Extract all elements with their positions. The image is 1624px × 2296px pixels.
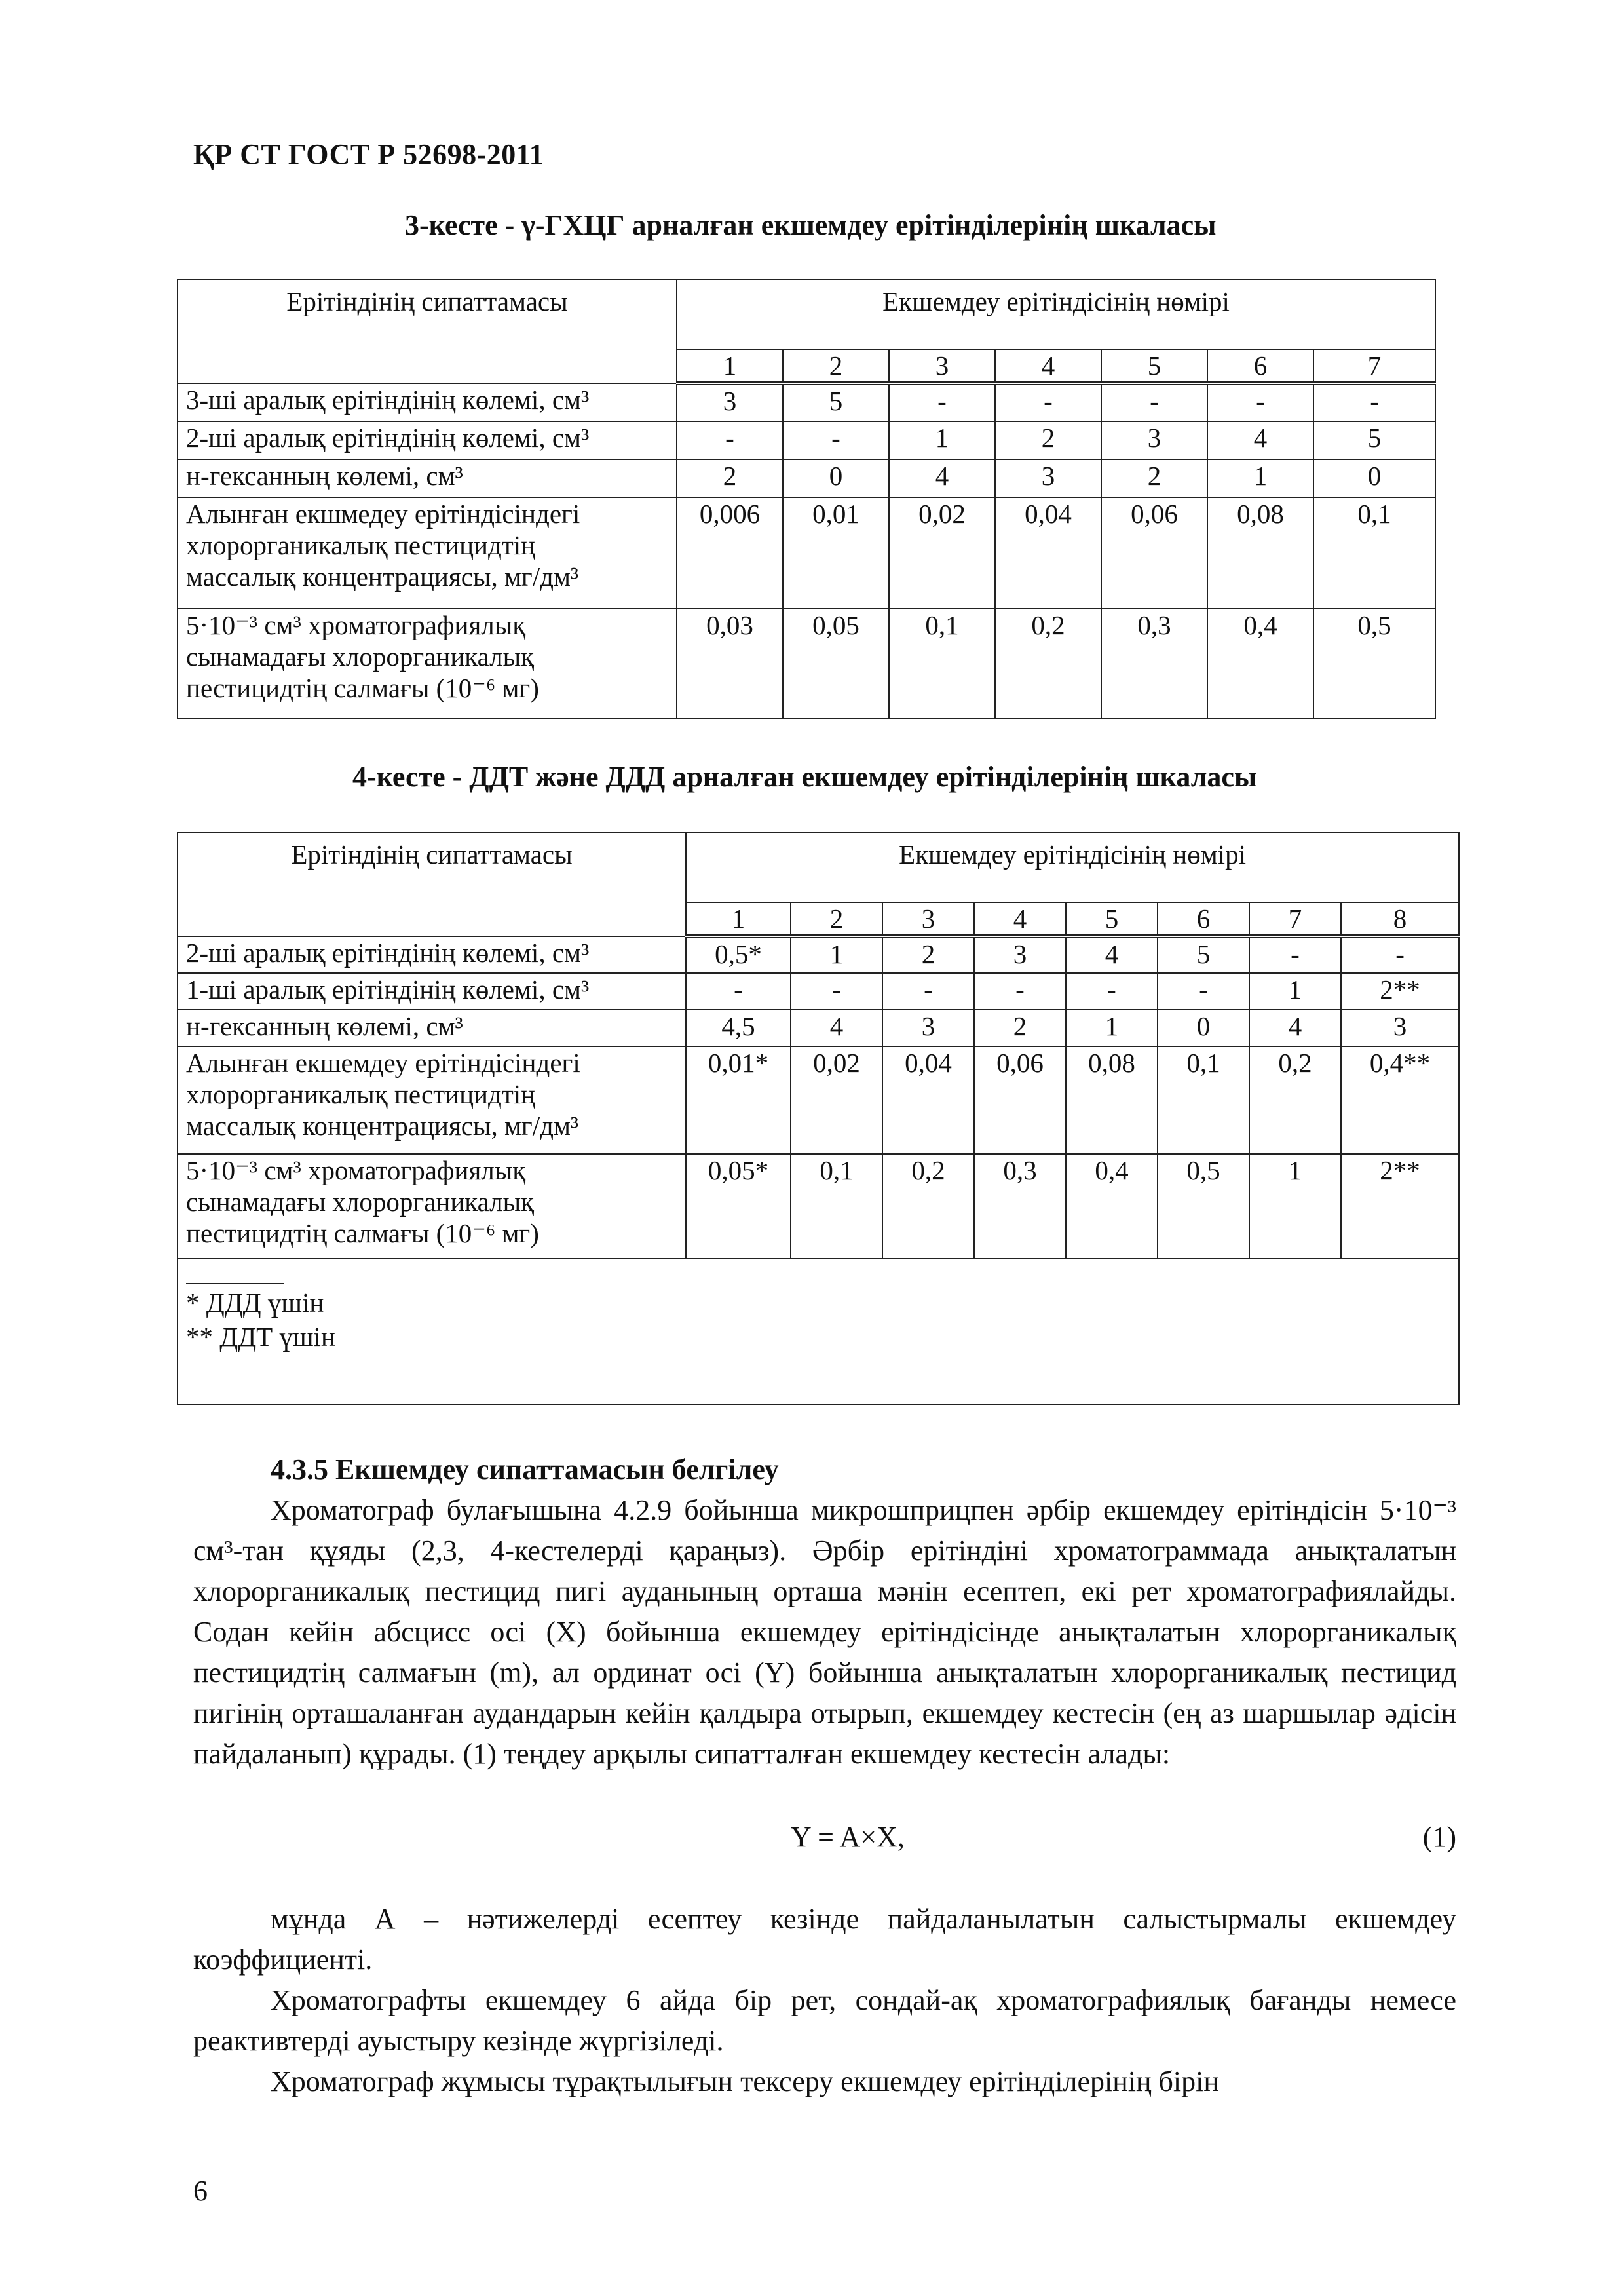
page-number: 6 — [193, 2175, 208, 2207]
cell: 0,08 — [1066, 1046, 1158, 1154]
table3-desc-header: Ерітіндінің сипаттамасы — [178, 280, 677, 383]
row-label: 2-ші аралық ерітіндінің көлемі, см³ — [178, 936, 686, 973]
cell: 3 — [1341, 1010, 1459, 1046]
section-title: 4.3.5 Екшемдеу сипаттамасын белгілеу — [271, 1453, 779, 1485]
table4-number: 1 — [686, 902, 791, 936]
cell: 3 — [1101, 421, 1207, 459]
table4-number: 5 — [1066, 902, 1158, 936]
cell: - — [1249, 936, 1341, 973]
table-row — [178, 973, 1459, 1010]
cell: - — [783, 421, 889, 459]
table3-caption: 3-кесте - γ-ГХЦГ арналған екшемдеу ерітінділерінің шкаласы — [405, 209, 1217, 241]
table3-number: 2 — [783, 349, 889, 383]
table3-number: 5 — [1101, 349, 1207, 383]
table-row — [178, 936, 1459, 973]
paragraph: мұнда А – нәтижелерді есептеу кезінде пайдаланылатын салыстырмалы екшемдеу коэффициенті. — [193, 1903, 1456, 1976]
table4-number: 3 — [882, 902, 974, 936]
cell: 0,06 — [974, 1046, 1066, 1154]
cell: 5 — [783, 383, 889, 421]
table-row — [178, 421, 1435, 459]
cell: - — [882, 973, 974, 1010]
cell: - — [1101, 383, 1207, 421]
row-label: н-гексанның көлемі, см³ — [178, 1010, 686, 1046]
cell: - — [1341, 936, 1459, 973]
table4-number: 7 — [1249, 902, 1341, 936]
equation — [193, 1820, 1456, 1861]
cell: 0,4 — [1207, 609, 1313, 719]
cell: 0,5 — [1158, 1154, 1249, 1259]
cell: 0,1 — [889, 609, 995, 719]
cell: 4 — [1207, 421, 1313, 459]
table3-number: 6 — [1207, 349, 1313, 383]
table-row — [178, 609, 1435, 719]
table4-notes — [178, 1259, 1459, 1404]
table4-number: 2 — [791, 902, 882, 936]
cell: 4 — [1066, 936, 1158, 973]
cell: 0,5* — [686, 936, 791, 973]
cell: 0,4 — [1066, 1154, 1158, 1259]
cell: 0,06 — [1101, 497, 1207, 609]
table4-number: 6 — [1158, 902, 1249, 936]
table3-number: 1 — [677, 349, 783, 383]
cell: 3 — [995, 459, 1101, 497]
cell: 0,04 — [882, 1046, 974, 1154]
section-body-continued — [193, 1899, 1456, 2102]
cell: 0,02 — [791, 1046, 882, 1154]
table-row — [178, 1154, 1459, 1259]
cell: - — [1313, 383, 1435, 421]
cell: - — [995, 383, 1101, 421]
table3-number: 3 — [889, 349, 995, 383]
cell: 3 — [974, 936, 1066, 973]
row-label — [178, 609, 677, 719]
row-label-line: массалық концентрациясы, мг/дм³ — [186, 562, 579, 592]
cell: - — [1207, 383, 1313, 421]
table4-number: 8 — [1341, 902, 1459, 936]
cell: 0 — [1313, 459, 1435, 497]
equation-expression: Y = A×X, — [791, 1821, 905, 1853]
cell: 0,4** — [1341, 1046, 1459, 1154]
cell: 0,05* — [686, 1154, 791, 1259]
row-label-line: Алынған екшмедеу ерітіндісіндегі — [186, 499, 580, 529]
cell: - — [974, 973, 1066, 1010]
cell: 2** — [1341, 1154, 1459, 1259]
equation-number: (1) — [1422, 1821, 1456, 1853]
row-label: 3-ші аралық ерітіндінің көлемі, см³ — [178, 383, 677, 421]
section-body — [193, 1449, 1456, 1774]
cell: 0,03 — [677, 609, 783, 719]
footnote: * ДДД үшін — [186, 1288, 324, 1318]
cell: 3 — [677, 383, 783, 421]
paragraph: Хроматограф булағышына 4.2.9 бойынша микрошприцпен әрбір екшемдеу ерітіндісін 5·10⁻³ см³-тан құяды (2,3, 4-кестелерді қараңыз). Әрбір ерітіндіні хроматограммада анықталатын хлорорганикалық пестицид пигі ауданының орташа мәнін есептеп, екі рет хроматографиялайды. Содан кейін абсцисс осі (X) бойынша екшемдеу ерітіндісінде анықталатын хлорорганикалық пестицидтің салмағын (m), ал ординат осі (Y) бойынша анықталатын хлорорганикалық пестицид пигінің орташаланған аудандарын кейін қалдыра отырып, екшемдеу кестесін (ең аз шаршылар әдісін пайдаланып) құрады. (1) теңдеу арқылы сипатталған екшемдеу кестесін алады: — [193, 1494, 1456, 1770]
cell: 1 — [1207, 459, 1313, 497]
cell: 1 — [1249, 1154, 1341, 1259]
cell: 0,5 — [1313, 609, 1435, 719]
cell: 2 — [974, 1010, 1066, 1046]
cell: 0,2 — [882, 1154, 974, 1259]
table-row — [178, 1046, 1459, 1154]
row-label-line: пестицидтің салмағы (10⁻⁶ мг) — [186, 673, 539, 703]
cell: 5 — [1158, 936, 1249, 973]
row-label: 1-ші аралық ерітіндінің көлемі, см³ — [178, 973, 686, 1010]
cell: 4,5 — [686, 1010, 791, 1046]
table4-caption: 4-кесте - ДДТ және ДДД арналған екшемдеу ерітінділерінің шкаласы — [352, 761, 1257, 793]
document-code-header: ҚР СТ ГОСТ Р 52698-2011 — [193, 138, 544, 170]
paragraph: Хроматограф жұмысы тұрақтылығын тексеру екшемдеу ерітінділерінің бірін — [271, 2065, 1219, 2097]
cell: 0,006 — [677, 497, 783, 609]
cell: 0,05 — [783, 609, 889, 719]
row-label: н-гексанның көлемі, см³ — [178, 459, 677, 497]
table-row — [178, 459, 1435, 497]
cell: 2 — [995, 421, 1101, 459]
cell: 0,02 — [889, 497, 995, 609]
cell: 0,2 — [995, 609, 1101, 719]
table-notes-row — [178, 1259, 1459, 1404]
cell: - — [677, 421, 783, 459]
cell: 2 — [1101, 459, 1207, 497]
row-label — [178, 497, 677, 609]
table4-desc-header: Ерітіндінің сипаттамасы — [178, 833, 686, 936]
cell: 2 — [677, 459, 783, 497]
row-label-line: хлорорганикалық пестицидтің — [186, 530, 536, 560]
cell: 0,1 — [1158, 1046, 1249, 1154]
cell: 4 — [889, 459, 995, 497]
row-label-line: 5·10⁻³ см³ хроматографиялық — [186, 1155, 526, 1185]
cell: 1 — [1249, 973, 1341, 1010]
footnote-rule — [186, 1283, 284, 1284]
table-row — [178, 383, 1435, 421]
cell: 4 — [791, 1010, 882, 1046]
table3-number: 4 — [995, 349, 1101, 383]
row-label-line: сынамадағы хлорорганикалық — [186, 1187, 535, 1217]
cell: 0,3 — [974, 1154, 1066, 1259]
cell: 0 — [1158, 1010, 1249, 1046]
cell: 2** — [1341, 973, 1459, 1010]
table4-group-header: Екшемдеу ерітіндісінің нөмірі — [686, 833, 1459, 902]
cell: 1 — [889, 421, 995, 459]
table3-group-header: Екшемдеу ерітіндісінің нөмірі — [677, 280, 1435, 349]
cell: - — [1158, 973, 1249, 1010]
cell: 2 — [882, 936, 974, 973]
paragraph: Хроматографты екшемдеу 6 айда бір рет, сондай-ақ хроматографиялық бағанды немесе реактивтерді ауыстыру кезінде жүргізіледі. — [193, 1984, 1456, 2057]
cell: 0,08 — [1207, 497, 1313, 609]
cell: - — [1066, 973, 1158, 1010]
table-row — [178, 1010, 1459, 1046]
row-label-line: сынамадағы хлорорганикалық — [186, 641, 535, 672]
table3 — [177, 279, 1436, 719]
table4 — [177, 832, 1460, 1405]
cell: 0 — [783, 459, 889, 497]
cell: - — [791, 973, 882, 1010]
cell: 0,01* — [686, 1046, 791, 1154]
cell: 3 — [882, 1010, 974, 1046]
cell: - — [889, 383, 995, 421]
footnote: ** ДДТ үшін — [186, 1322, 335, 1352]
cell: 0,01 — [783, 497, 889, 609]
table3-number: 7 — [1313, 349, 1435, 383]
row-label — [178, 1154, 686, 1259]
cell: 0,04 — [995, 497, 1101, 609]
row-label-line: хлорорганикалық пестицидтің — [186, 1079, 536, 1109]
cell: 0,1 — [791, 1154, 882, 1259]
cell: - — [686, 973, 791, 1010]
table-row — [178, 497, 1435, 609]
row-label: 2-ші аралық ерітіндінің көлемі, см³ — [178, 421, 677, 459]
table4-number: 4 — [974, 902, 1066, 936]
cell: 5 — [1313, 421, 1435, 459]
row-label — [178, 1046, 686, 1154]
cell: 0,2 — [1249, 1046, 1341, 1154]
row-label-line: пестицидтің салмағы (10⁻⁶ мг) — [186, 1218, 539, 1248]
cell: 1 — [1066, 1010, 1158, 1046]
cell: 1 — [791, 936, 882, 973]
cell: 4 — [1249, 1010, 1341, 1046]
cell: 0,3 — [1101, 609, 1207, 719]
cell: 0,1 — [1313, 497, 1435, 609]
row-label-line: 5·10⁻³ см³ хроматографиялық — [186, 610, 526, 640]
row-label-line: массалық концентрациясы, мг/дм³ — [186, 1111, 579, 1141]
row-label-line: Алынған екшемдеу ерітіндісіндегі — [186, 1048, 580, 1078]
